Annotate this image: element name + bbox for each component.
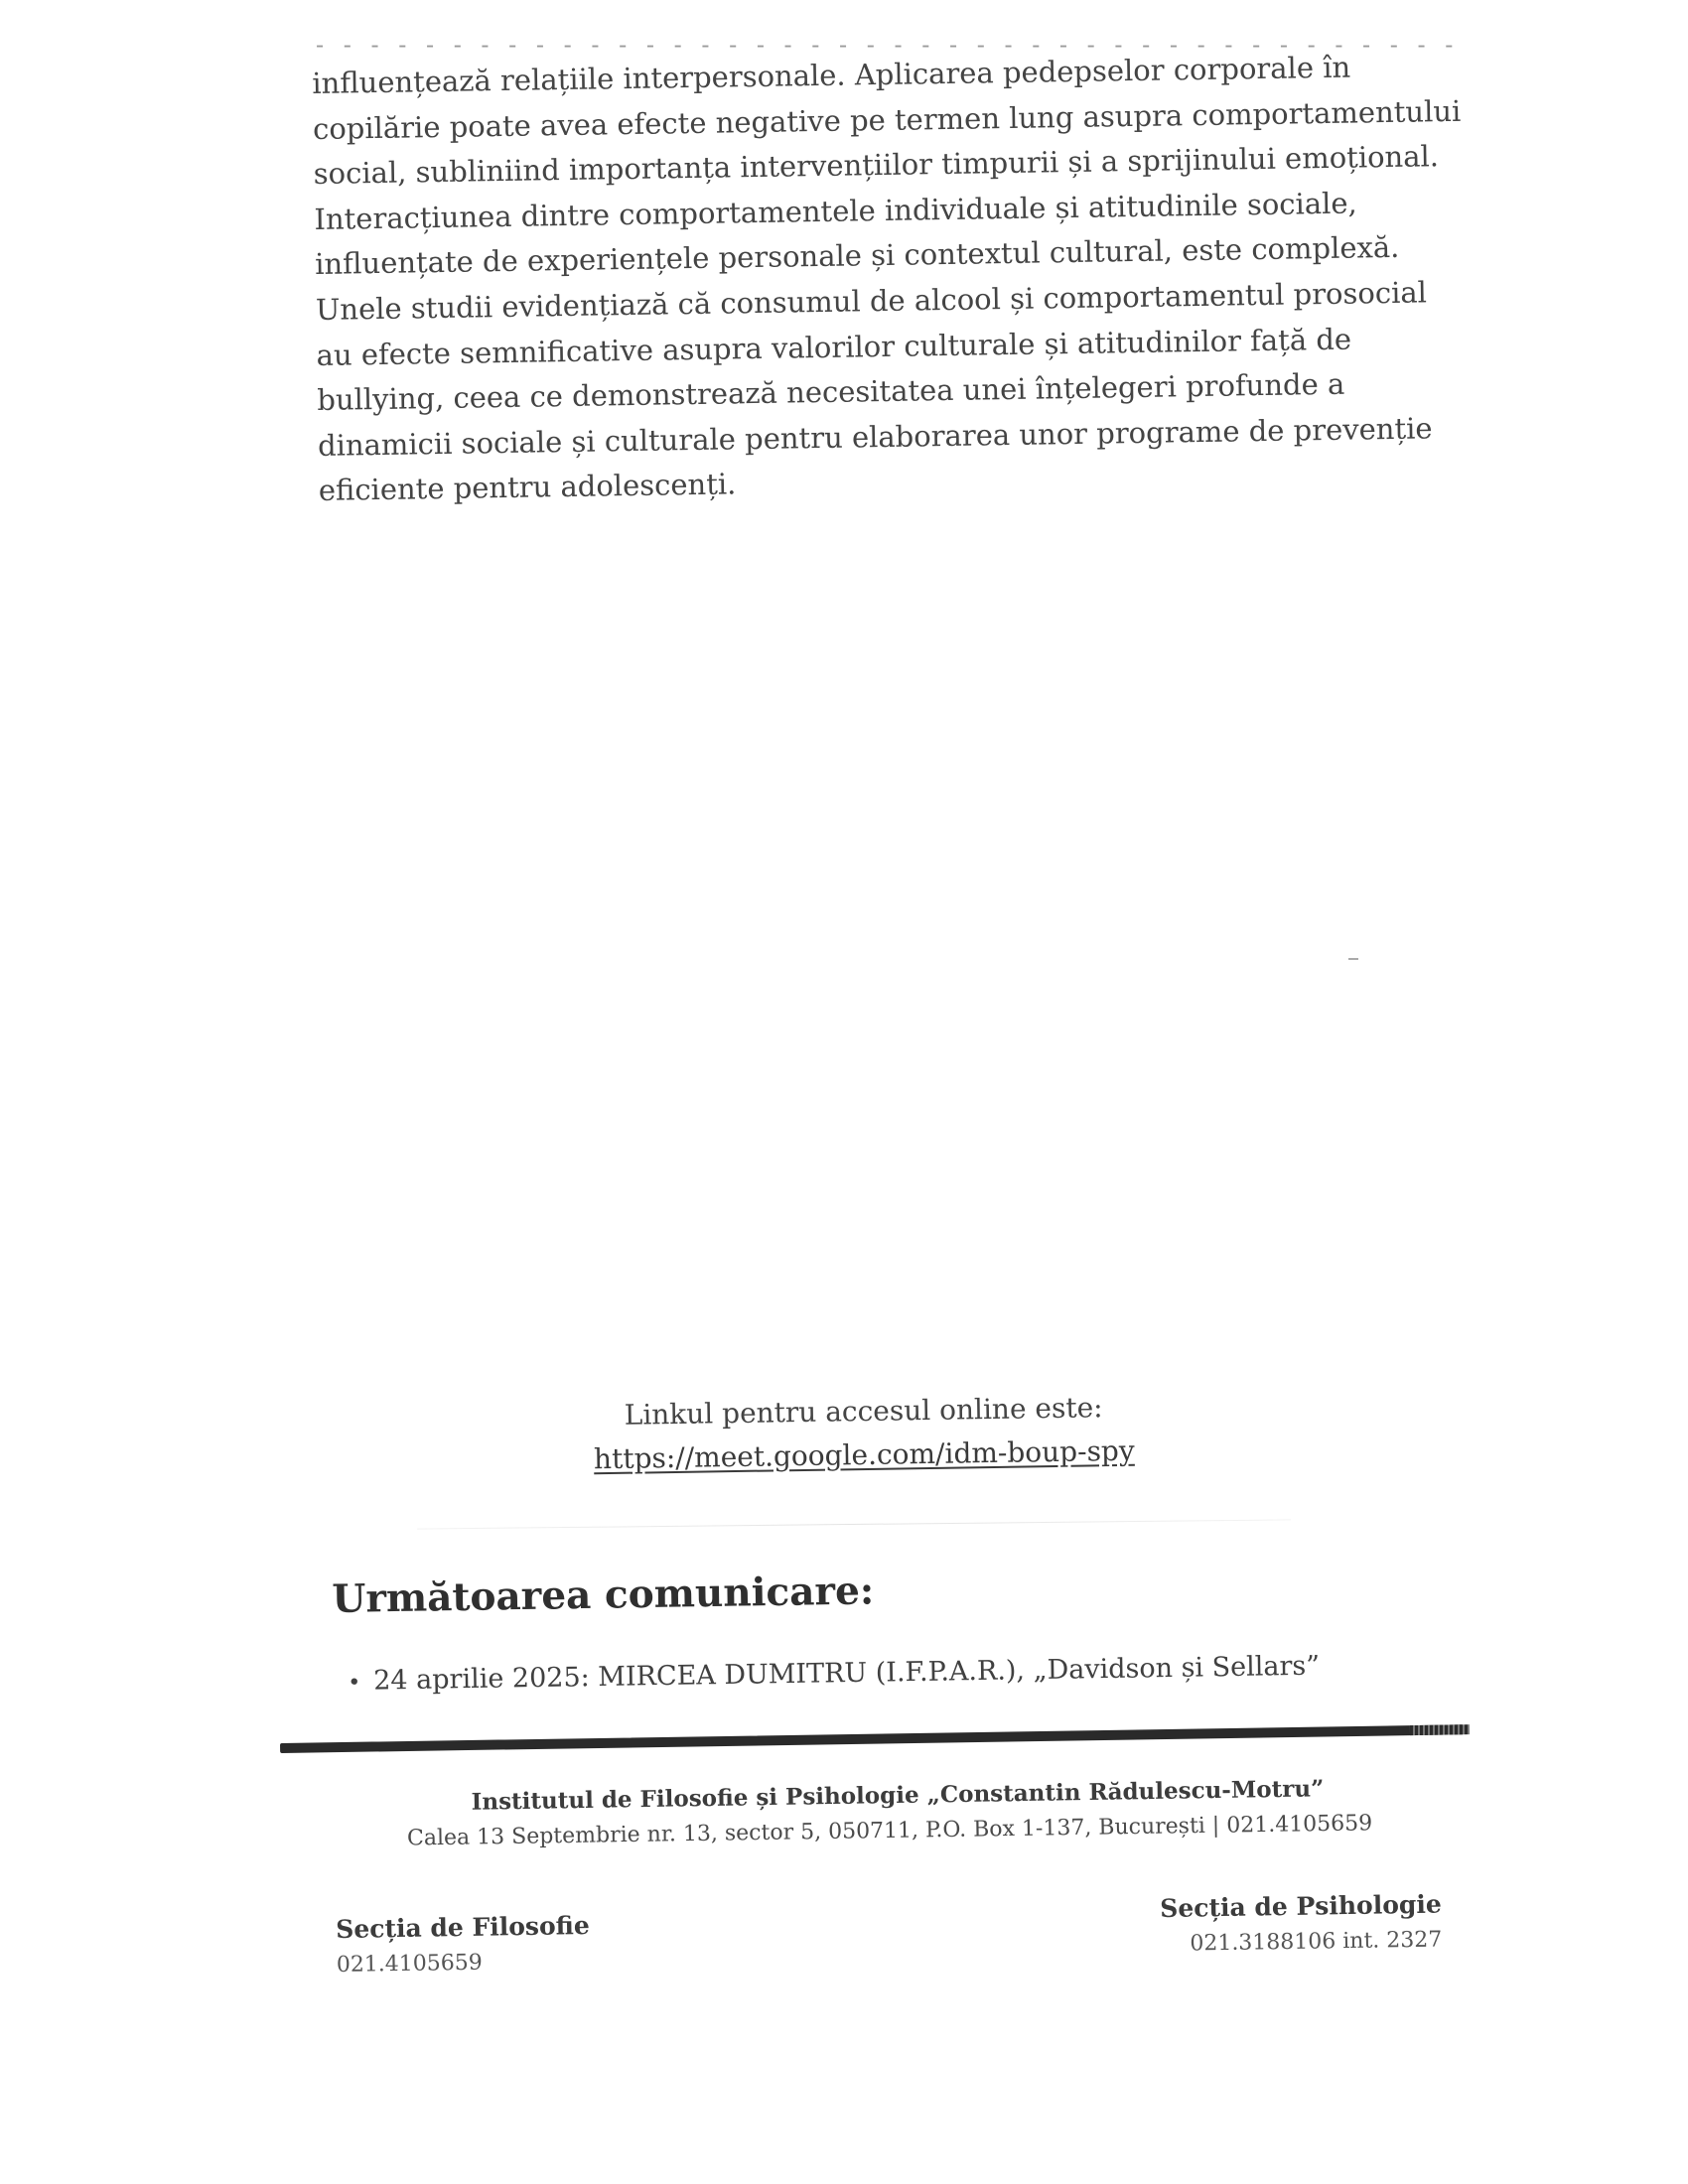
divider [417, 1519, 1291, 1529]
institute-address: Calea 13 Septembrie nr. 13, sector 5, 050711, P.O. Box 1-137, București | 021.4105659 [406, 1811, 1373, 1851]
section-philosophy [336, 1908, 591, 1983]
body-line: Unele studii evidențiază că consumul de alcool și comportamentul prosocial [315, 275, 1428, 327]
scan-speck [1348, 958, 1358, 960]
next-talk-text: 24 aprilie 2025: MIRCEA DUMITRU (I.F.P.A.R.), „Davidson și Sellars” [372, 1650, 1321, 1697]
online-access-block [555, 1385, 1172, 1482]
meeting-link[interactable]: https://meet.google.com/idm-boup-spy [593, 1433, 1135, 1476]
body-line: bullying, ceea ce demonstrează necesitatea unei înțelegeri profunde a [317, 366, 1345, 418]
section-name: Secția de Filosofie [336, 1910, 590, 1944]
body-line: copilărie poate avea efecte negative pe termen lung asupra comportamentului [312, 93, 1462, 146]
online-access-label: Linkul pentru accesul online este: [624, 1391, 1103, 1432]
bullet-icon: • [348, 1670, 361, 1696]
section-psychology [1160, 1887, 1443, 1963]
next-talk-item [348, 1651, 1320, 1697]
body-paragraph [312, 45, 1462, 514]
institute-name: Institutul de Filosofie și Psihologie „Constantin Rădulescu-Motru” [471, 1775, 1325, 1816]
next-talk-heading: Următoarea comunicare: [332, 1568, 875, 1622]
body-line: eficiente pentru adolescenți. [318, 467, 737, 508]
body-line: influențează relațiile interpersonale. Aplicarea pedepselor corporale în [312, 50, 1351, 100]
cropped-text-remnant: - - - - - - - - - - - - - - - - - - - - - - - - - - - - - - - - - - - - - - - - - - [316, 31, 1460, 59]
body-line: dinamicii sociale și culturale pentru elaborarea unor programe de prevenție [317, 411, 1433, 463]
footer-divider-bar [280, 1724, 1464, 1753]
body-line: au efecte semnificative asupra valorilor culturale și atitudinilor față de [316, 322, 1352, 372]
body-line: Interacțiunea dintre comportamentele individuale și atitudinile sociale, [314, 186, 1357, 236]
body-line: social, subliniind importanța intervențiilor timpurii și a sprijinului emoțional. [313, 139, 1440, 192]
section-phone: 021.4105659 [336, 1950, 483, 1978]
section-name: Secția de Psihologie [1160, 1889, 1442, 1923]
body-line: influențate de experiențele personale și contextul cultural, este complexă. [314, 230, 1400, 282]
section-phone: 021.3188106 int. 2327 [1190, 1927, 1443, 1957]
